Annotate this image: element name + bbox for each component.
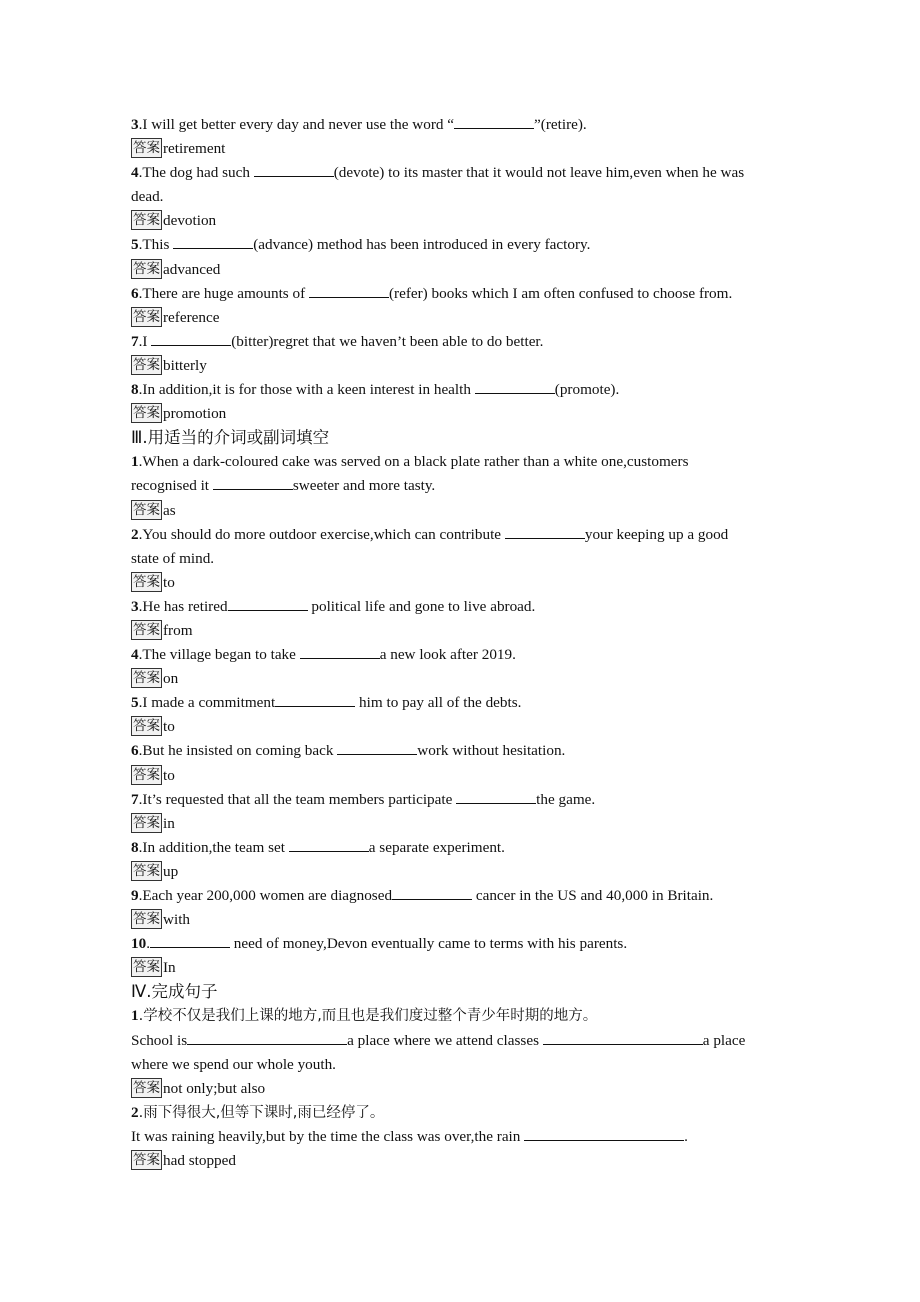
answer-tag: 答案 xyxy=(133,718,160,735)
question-text: (refer) books which I am often confused to choose from. xyxy=(388,284,733,302)
question-number: 2 xyxy=(131,525,139,543)
answer-tag: 答案 xyxy=(133,260,160,277)
question-text: .There are huge amounts of xyxy=(138,284,309,302)
answer-row xyxy=(131,306,791,330)
question-text: your keeping up a good xyxy=(584,525,729,543)
answer-blank xyxy=(524,1127,684,1141)
question-text: .When a dark-coloured cake was served on a black plate rather than a white one,customers xyxy=(138,453,689,471)
question-ii-5 xyxy=(131,233,791,257)
answer-blank xyxy=(275,693,355,707)
answer-tag: 答案 xyxy=(133,621,160,638)
answer-blank xyxy=(151,332,231,346)
answer-row xyxy=(131,209,791,233)
answer-tag: 答案 xyxy=(133,308,160,325)
question-number: 2 xyxy=(131,1103,139,1121)
question-iii-8 xyxy=(131,836,791,860)
section-heading: Ⅳ.完成句子 xyxy=(131,982,218,1002)
answer-tag: 答案 xyxy=(133,212,160,229)
question-text: sweeter and more tasty. xyxy=(292,477,436,495)
question-iv-2-chinese xyxy=(131,1101,791,1125)
answer-blank xyxy=(543,1031,703,1045)
answer-tag: 答案 xyxy=(133,862,160,879)
question-number: 7 xyxy=(131,790,139,808)
answer-row xyxy=(131,619,791,643)
answer-text: from xyxy=(163,621,193,639)
question-text: .I xyxy=(138,332,152,350)
question-text: .This xyxy=(138,236,174,254)
answer-text: had stopped xyxy=(163,1152,236,1170)
answer-row xyxy=(131,908,791,932)
question-iii-7 xyxy=(131,788,791,812)
question-text: a new look after 2019. xyxy=(379,646,516,664)
answer-tag: 答案 xyxy=(133,356,160,373)
question-text: a separate experiment. xyxy=(368,838,505,856)
question-iii-2 xyxy=(131,523,791,547)
answer-tag: 答案 xyxy=(133,1152,160,1169)
question-text: the game. xyxy=(536,790,596,808)
answer-text: to xyxy=(163,766,175,784)
answer-text: promotion xyxy=(163,405,227,423)
answer-tag: 答案 xyxy=(133,1079,160,1096)
answer-row xyxy=(131,764,791,788)
question-text: a place where we attend classes xyxy=(347,1031,543,1049)
answer-blank xyxy=(213,476,293,490)
answer-row xyxy=(131,137,791,161)
answer-tag: 答案 xyxy=(133,140,160,157)
question-number: 9 xyxy=(131,887,139,904)
question-text: a place xyxy=(702,1031,746,1049)
question-text: .I made a commitment xyxy=(138,694,276,712)
question-text: . xyxy=(684,1127,688,1145)
question-text: .In addition,it is for those with a keen interest in health xyxy=(138,381,475,399)
answer-text: on xyxy=(163,670,179,688)
question-text: It was raining heavily,but by the time the class was over,the rain xyxy=(131,1127,525,1145)
answer-tag: 答案 xyxy=(133,501,160,518)
question-number: 8 xyxy=(131,381,139,399)
question-number: 7 xyxy=(131,332,139,350)
answer-tag: 答案 xyxy=(133,911,160,928)
question-text: political life and gone to live abroad. xyxy=(307,597,536,615)
answer-blank xyxy=(173,235,253,249)
question-iv-1-english xyxy=(131,1029,791,1053)
answer-text: reference xyxy=(163,308,220,326)
question-text-continued: dead. xyxy=(131,188,164,206)
worksheet xyxy=(131,113,791,1173)
answer-text: with xyxy=(163,911,191,929)
answer-row xyxy=(131,715,791,739)
question-number: 5 xyxy=(131,694,139,712)
answer-text: devotion xyxy=(163,212,217,230)
answer-row xyxy=(131,402,791,426)
question-ii-3 xyxy=(131,113,791,137)
question-text: .But he insisted on coming back xyxy=(138,742,338,760)
question-ii-7 xyxy=(131,330,791,354)
answer-row xyxy=(131,258,791,282)
question-number: 4 xyxy=(131,164,139,182)
answer-row xyxy=(131,1077,791,1101)
answer-row xyxy=(131,956,791,980)
question-number: 6 xyxy=(131,742,139,760)
question-text: .In addition,the team set xyxy=(138,838,289,856)
question-text: .I will get better every day and never use the word “ xyxy=(138,116,455,133)
question-text: (bitter)regret that we haven’t been able to do better. xyxy=(231,332,544,350)
answer-blank xyxy=(337,741,417,755)
question-text-continued xyxy=(131,474,791,498)
answer-text: to xyxy=(163,573,175,591)
answer-tag: 答案 xyxy=(133,766,160,783)
question-text: (devote) to its master that it would not leave him,even when he was xyxy=(333,164,745,182)
chinese-prompt: .学校不仅是我们上课的地方,而且也是我们度过整个青少年时期的地方。 xyxy=(138,1008,598,1025)
answer-text: In xyxy=(163,959,176,977)
question-iii-3 xyxy=(131,595,791,619)
question-text: .It’s requested that all the team members participate xyxy=(138,790,457,808)
question-text: School is xyxy=(131,1031,188,1049)
answer-text: to xyxy=(163,718,175,736)
answer-text: up xyxy=(163,862,179,880)
answer-text: not only;but also xyxy=(163,1079,266,1097)
question-number: 3 xyxy=(131,116,139,133)
answer-row xyxy=(131,499,791,523)
question-number: 1 xyxy=(131,1007,139,1025)
answer-blank xyxy=(300,645,380,659)
question-number: 6 xyxy=(131,284,139,302)
answer-blank xyxy=(475,380,555,394)
question-iv-2-english xyxy=(131,1125,791,1149)
question-text-continued: state of mind. xyxy=(131,549,215,567)
answer-row xyxy=(131,1149,791,1173)
question-number: 3 xyxy=(131,597,139,615)
answer-text: as xyxy=(163,501,176,519)
question-iii-10 xyxy=(131,932,791,956)
question-number: 8 xyxy=(131,838,139,856)
question-text: .The village began to take xyxy=(138,646,300,664)
question-iii-4 xyxy=(131,643,791,667)
question-text: need of money,Devon eventually came to terms with his parents. xyxy=(229,935,628,953)
answer-tag: 答案 xyxy=(133,959,160,976)
question-ii-6 xyxy=(131,282,791,306)
answer-row xyxy=(131,812,791,836)
answer-tag: 答案 xyxy=(133,670,160,687)
question-text: .Each year 200,000 women are diagnosed xyxy=(138,887,393,904)
answer-blank xyxy=(289,838,369,852)
answer-row xyxy=(131,860,791,884)
answer-text: advanced xyxy=(163,260,221,278)
section-heading: Ⅲ.用适当的介词或副词填空 xyxy=(131,428,330,448)
question-text: work without hesitation. xyxy=(417,742,566,760)
question-text: (advance) method has been introduced in every factory. xyxy=(253,236,591,254)
answer-blank xyxy=(392,886,472,900)
answer-text: retirement xyxy=(163,140,226,158)
question-text: ”(retire). xyxy=(534,116,587,133)
question-text: recognised it xyxy=(131,477,213,495)
question-iii-1 xyxy=(131,450,791,474)
answer-blank xyxy=(187,1031,347,1045)
answer-row xyxy=(131,571,791,595)
answer-blank xyxy=(254,163,334,177)
question-iii-6 xyxy=(131,739,791,763)
answer-blank xyxy=(150,934,230,948)
answer-blank xyxy=(309,284,389,298)
question-number: 10 xyxy=(131,935,147,953)
question-number: 5 xyxy=(131,236,139,254)
answer-tag: 答案 xyxy=(133,405,160,422)
answer-text: bitterly xyxy=(163,356,207,374)
question-ii-8 xyxy=(131,378,791,402)
question-number: 4 xyxy=(131,646,139,664)
answer-row xyxy=(131,354,791,378)
question-number: 1 xyxy=(131,453,139,471)
chinese-prompt: .雨下得很大,但等下课时,雨已经停了。 xyxy=(138,1104,385,1121)
question-text: (promote). xyxy=(554,381,620,399)
question-ii-4 xyxy=(131,161,791,185)
answer-blank xyxy=(454,115,534,129)
question-text: .He has retired xyxy=(138,597,228,615)
answer-tag: 答案 xyxy=(133,814,160,831)
question-text-continued: where we spend our whole youth. xyxy=(131,1055,336,1073)
question-text: cancer in the US and 40,000 in Britain. xyxy=(472,887,714,904)
answer-text: in xyxy=(163,814,175,832)
question-text: him to pay all of the debts. xyxy=(355,694,522,712)
question-text: . xyxy=(146,935,150,953)
question-iii-5 xyxy=(131,691,791,715)
answer-tag: 答案 xyxy=(133,573,160,590)
question-text: .The dog had such xyxy=(138,164,254,182)
answer-blank xyxy=(456,790,536,804)
answer-blank xyxy=(228,597,308,611)
question-iv-1-chinese xyxy=(131,1004,791,1028)
answer-row xyxy=(131,667,791,691)
question-iii-9 xyxy=(131,884,791,908)
answer-blank xyxy=(505,525,585,539)
question-text: .You should do more outdoor exercise,which can contribute xyxy=(138,525,505,543)
